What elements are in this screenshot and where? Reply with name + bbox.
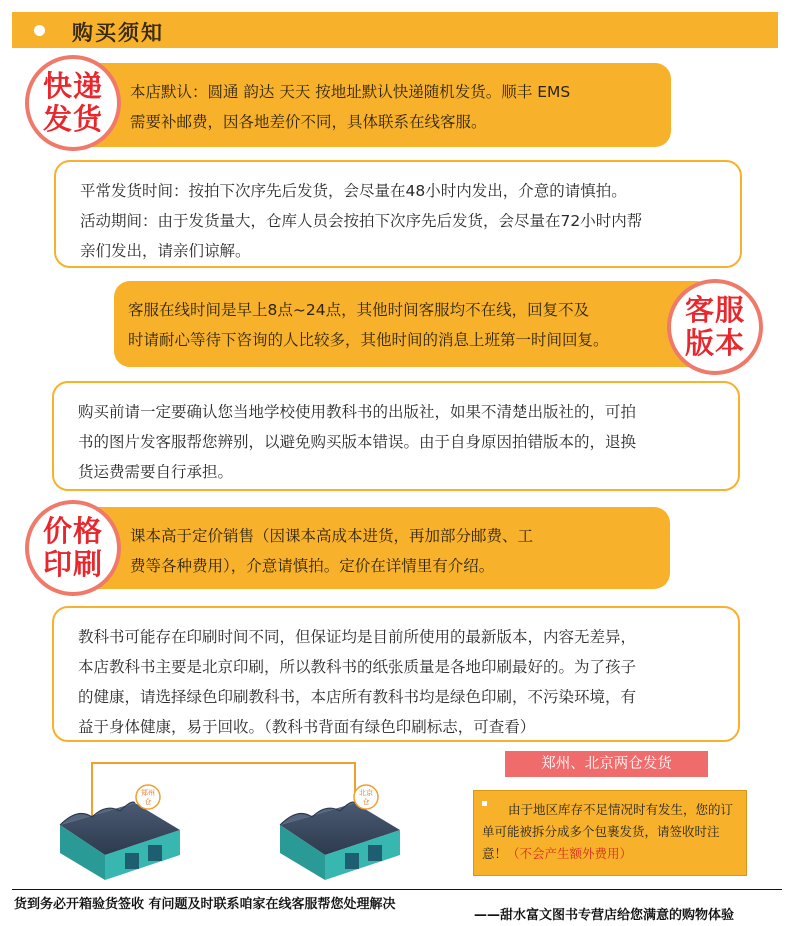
page-title: 购买须知 [72, 21, 164, 45]
printing-line-2: 本店教科书主要是北京印刷，所以教科书的纸张质量是各地印刷最好的。为了孩子 [78, 658, 637, 676]
version-line-1: 购买前请一定要确认您当地学校使用教科书的出版社，如果不清楚出版社的，可拍 [78, 403, 637, 421]
beijing-label-1: 北京 [359, 789, 373, 797]
timing-line-3: 亲们发出，请亲们谅解。 [80, 242, 251, 260]
split-package-note [473, 790, 747, 876]
note-line-2: 单可能被拆分成多个包裹发货，请签收时注 [482, 824, 720, 839]
shipping-line-2: 需要补邮费，因各地差价不同，具体联系在线客服。 [130, 113, 487, 131]
printing-info-box [52, 606, 740, 742]
badge-text-line-2: 发货 [42, 102, 103, 136]
service-badge [667, 279, 763, 375]
zhengzhou-label-2: 仓 [144, 798, 152, 806]
service-hours-box [114, 281, 712, 367]
version-line-3: 货运费需要自行承担。 [78, 463, 234, 481]
note-bullet [482, 801, 487, 806]
printing-line-1: 教科书可能存在印刷时间不同，但保证均是目前所使用的最新版本，内容无差异， [78, 628, 637, 646]
two-warehouse-banner: 郑州、北京两仓发货 [505, 751, 708, 777]
badge-text-line-2: 印刷 [42, 547, 103, 581]
timing-line-2: 活动期间：由于发货量大，仓库人员会按拍下次序先后发货，会尽量在72小时内帮 [80, 212, 643, 230]
note-line-1: 由于地区库存不足情况时有发生，您的订 [508, 802, 734, 817]
printing-line-3: 的健康，请选择绿色印刷教科书，本店所有教科书均是绿色印刷，不污染环境，有 [78, 688, 637, 706]
no-extra-fee-note: （不会产生额外费用） [507, 846, 633, 861]
note-line-3-prefix: 意！ [482, 846, 508, 861]
beijing-label-2: 仓 [362, 798, 370, 806]
price-badge [25, 500, 121, 596]
note-line-3 [482, 843, 740, 865]
zhengzhou-label-1: 郑州 [141, 789, 155, 797]
header-bar [12, 12, 778, 48]
printing-line-4: 益于身体健康，易于回收。（教科书背面有绿色印刷标志，可查看） [78, 718, 536, 736]
price-info-box [72, 507, 670, 589]
warehouse-zhengzhou [60, 785, 180, 880]
shipping-badge [25, 55, 121, 151]
version-line-2: 书的图片发客服帮您辨别，以避免购买版本错误。由于自身原因拍错版本的，退换 [78, 433, 637, 451]
warehouse-beijing [280, 785, 400, 880]
shipping-info-box [72, 63, 671, 147]
timing-line-1: 平常发货时间：按拍下次序先后发货，会尽量在48小时内发出，介意的请慎拍。 [80, 182, 627, 200]
shipping-time-box [54, 160, 742, 268]
badge-text-line-1: 快递 [42, 69, 103, 103]
footer-divider [12, 889, 782, 890]
badge-text-line-1: 客服 [684, 293, 745, 327]
shipping-line-1: 本店默认：圆通 韵达 天天 按地址默认快递随机发货。顺丰 EMS [130, 83, 571, 101]
footer-inspection-note: 货到务必开箱验货签收 有问题及时联系咱家在线客服帮您处理解决 [14, 897, 396, 912]
price-line-1: 课本高于定价销售（因课本高成本进货，再加部分邮费、工 [130, 527, 534, 545]
footer-store-signature: ——甜水富文图书专营店给您满意的购物体验 [474, 908, 735, 923]
service-line-1: 客服在线时间是早上8点~24点，其他时间客服均不在线，回复不及 [128, 301, 590, 319]
header-bullet [34, 25, 45, 36]
service-line-2: 时请耐心等待下咨询的人比较多，其他时间的消息上班第一时间回复。 [128, 331, 609, 349]
badge-text-line-1: 价格 [42, 514, 103, 548]
version-notice-box [52, 381, 740, 491]
warehouse-illustration [40, 755, 420, 885]
price-line-2: 费等各种费用），介意请慎拍。定价在详情里有介绍。 [130, 557, 495, 575]
badge-text-line-2: 版本 [684, 326, 745, 360]
